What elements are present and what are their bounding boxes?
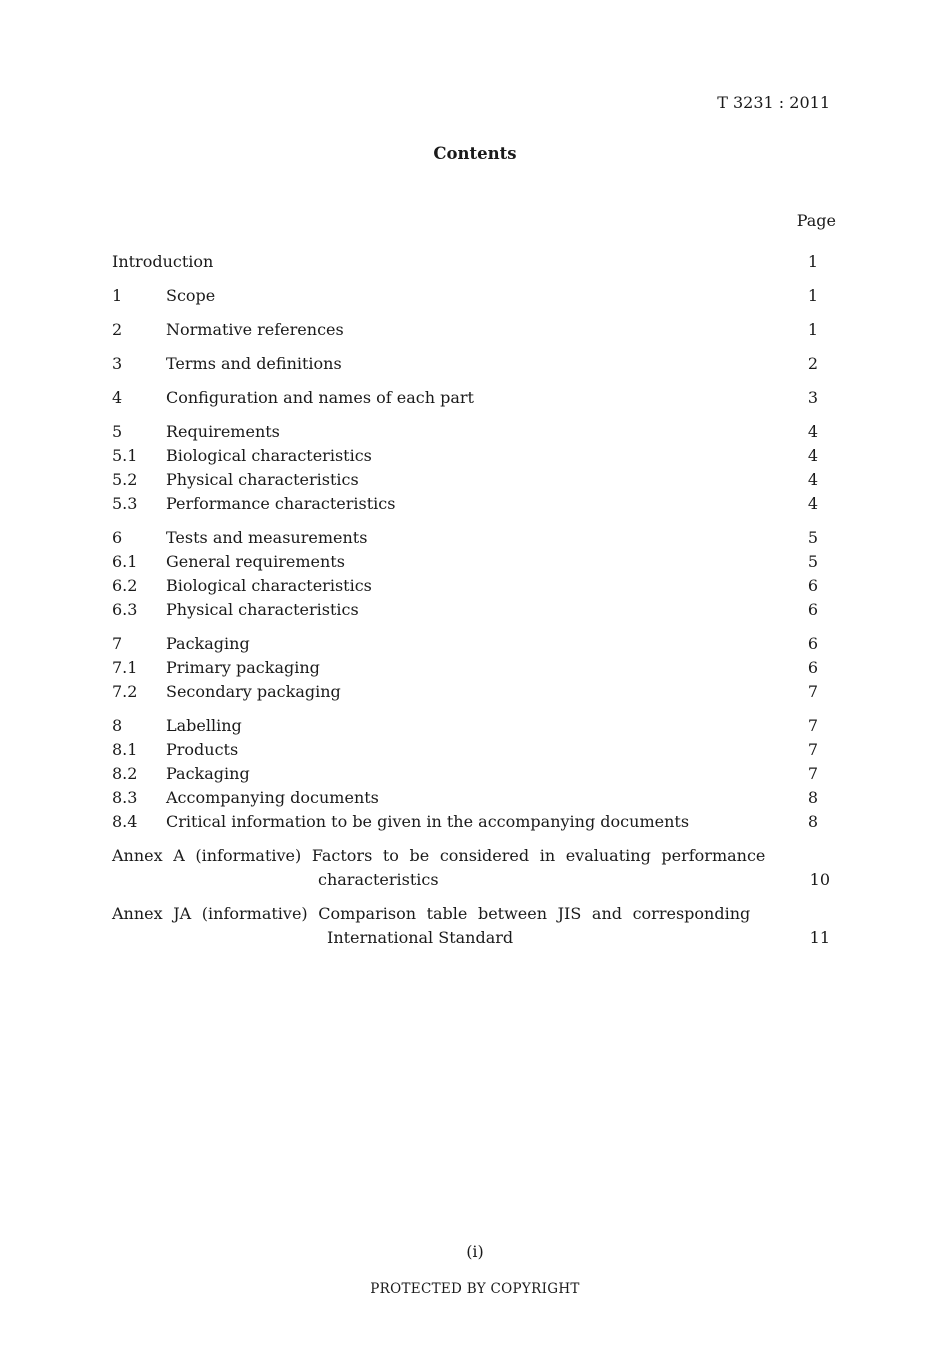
toc-entry-title: Terms and definitions — [166, 354, 342, 373]
toc-entry-page: 6 — [807, 576, 818, 595]
toc-entry-page: 4 — [807, 446, 818, 465]
toc-annex-entry[interactable] — [112, 902, 830, 950]
toc-annex-continuation — [112, 926, 830, 950]
toc-entry-title: Packaging — [166, 634, 250, 653]
toc-entry-title: Biological characteristics — [166, 446, 372, 465]
toc-entry-number: 5 — [112, 422, 123, 441]
toc-entry[interactable] — [112, 786, 818, 810]
toc-annex-continuation — [112, 868, 830, 892]
toc-entry-title: General requirements — [166, 552, 345, 571]
toc-entry[interactable] — [112, 632, 818, 656]
toc-annex-title-continued: characteristics — [318, 870, 439, 889]
toc-entry-title: Accompanying documents — [166, 788, 379, 807]
toc-entry-page: 5 — [807, 552, 818, 571]
toc-entry-introduction[interactable] — [112, 250, 818, 274]
toc-entry-number: 5.1 — [112, 446, 138, 465]
toc-entry[interactable] — [112, 526, 818, 550]
toc-entry-number: 3 — [112, 354, 123, 373]
toc-entry[interactable] — [112, 284, 818, 308]
toc-entry[interactable] — [112, 420, 818, 444]
toc-entry[interactable] — [112, 444, 818, 468]
toc-entry-title: Biological characteristics — [166, 576, 372, 595]
toc-entry-number: 7.1 — [112, 658, 138, 677]
toc-entry[interactable] — [112, 318, 818, 342]
toc-entry-page: 1 — [807, 252, 818, 271]
toc-entry-title: Configuration and names of each part — [166, 388, 474, 407]
toc-entry-number: 7.2 — [112, 682, 138, 701]
toc-entry-number: 8.2 — [112, 764, 138, 783]
toc-entry-number: 5.2 — [112, 470, 138, 489]
toc-entry[interactable] — [112, 810, 818, 834]
toc-entry-page: 4 — [807, 422, 818, 441]
toc-annex-title: Annex A (informative) Factors to be considered in evaluating performance — [112, 846, 766, 865]
toc-entry-page: 7 — [807, 740, 818, 759]
toc-entry[interactable] — [112, 468, 818, 492]
toc-entry-page: 3 — [807, 388, 818, 407]
toc-entry-title: Scope — [166, 286, 216, 305]
toc-entry-title: Primary packaging — [166, 658, 320, 677]
toc-entry-number: 4 — [112, 388, 123, 407]
toc-entry[interactable] — [112, 386, 818, 410]
toc-entry-page: 6 — [807, 600, 818, 619]
toc-entry-number: 6.1 — [112, 552, 138, 571]
toc-entry-page: 5 — [807, 528, 818, 547]
toc-annex-title: Annex JA (informative) Comparison table between JIS and corresponding — [112, 904, 751, 923]
toc-entry-page: 7 — [807, 764, 818, 783]
toc-entry-page: 4 — [807, 494, 818, 513]
toc-entry-number: 6 — [112, 528, 123, 547]
toc-entry-number: 8.1 — [112, 740, 138, 759]
toc-entry-number: 8 — [112, 716, 123, 735]
toc-entry-number: 6.2 — [112, 576, 138, 595]
toc-entry-number: 1 — [112, 286, 123, 305]
table-of-contents — [112, 250, 830, 950]
toc-entry[interactable] — [112, 680, 818, 704]
toc-entry-title: Tests and measurements — [166, 528, 368, 547]
toc-entry-page: 8 — [807, 812, 818, 831]
toc-entry-page: 7 — [807, 682, 818, 701]
toc-entry[interactable] — [112, 574, 818, 598]
toc-entry-page: 6 — [807, 658, 818, 677]
toc-entry-number: 8.4 — [112, 812, 138, 831]
toc-entry-title: Products — [166, 740, 239, 759]
footer-page-number: (i) — [466, 1242, 484, 1261]
toc-entry-number: 2 — [112, 320, 123, 339]
toc-entry[interactable] — [112, 550, 818, 574]
toc-entry-title: Critical information to be given in the accompanying documents — [166, 812, 690, 831]
toc-entry-title: Physical characteristics — [166, 470, 359, 489]
toc-entry[interactable] — [112, 492, 818, 516]
toc-entry-page: 7 — [807, 716, 818, 735]
toc-entry-number: 7 — [112, 634, 123, 653]
toc-entry-title: Secondary packaging — [166, 682, 341, 701]
toc-entry-number: 5.3 — [112, 494, 138, 513]
toc-entry-page: 6 — [807, 634, 818, 653]
document-id: T 3231 : 2011 — [717, 93, 830, 112]
page-column-label: Page — [796, 211, 836, 230]
toc-entry-title: Physical characteristics — [166, 600, 359, 619]
toc-entry-page: 11 — [809, 928, 830, 947]
toc-entry[interactable] — [112, 352, 818, 376]
toc-entry-title: Labelling — [166, 716, 242, 735]
toc-entry[interactable] — [112, 656, 818, 680]
toc-entry[interactable] — [112, 738, 818, 762]
toc-entry-page: 1 — [807, 320, 818, 339]
toc-entry-number: 6.3 — [112, 600, 138, 619]
toc-entry-title: Normative references — [166, 320, 344, 339]
toc-entry-title: Packaging — [166, 764, 250, 783]
toc-entry-title: Introduction — [112, 252, 214, 271]
toc-entry[interactable] — [112, 762, 818, 786]
toc-entry-page: 8 — [807, 788, 818, 807]
page-title: Contents — [433, 144, 517, 163]
toc-entry[interactable] — [112, 714, 818, 738]
toc-entry-title: Performance characteristics — [166, 494, 396, 513]
toc-entry-page: 10 — [809, 870, 830, 889]
toc-entry[interactable] — [112, 598, 818, 622]
toc-annex-entry[interactable] — [112, 844, 830, 892]
toc-annex-title-continued: International Standard — [327, 928, 514, 947]
toc-entry-page: 4 — [807, 470, 818, 489]
toc-entry-page: 1 — [807, 286, 818, 305]
toc-entry-title: Requirements — [166, 422, 280, 441]
copyright-notice: PROTECTED BY COPYRIGHT — [370, 1281, 580, 1297]
toc-entry-page: 2 — [807, 354, 818, 373]
toc-entry-number: 8.3 — [112, 788, 138, 807]
